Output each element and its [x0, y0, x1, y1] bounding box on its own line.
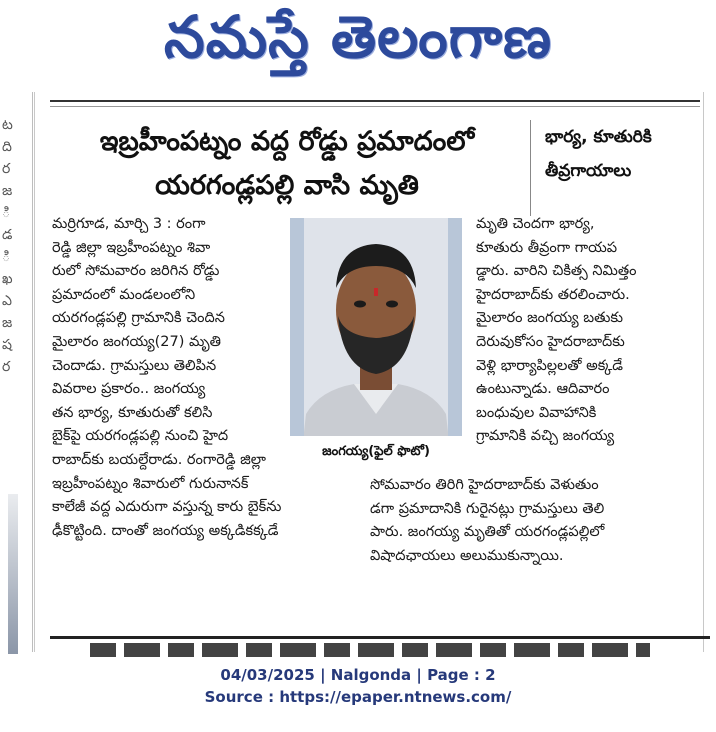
body-line: కూతురు తీవ్రంగా గాయప [476, 239, 618, 256]
body-line: చెందాడు. గ్రామస్తులు తెలిపిన [52, 357, 217, 374]
body-line: వెళ్లి భార్యాపిల్లలతో అక్కడే [476, 357, 624, 374]
article-subhead [530, 120, 706, 216]
footer-source: Source : https://epaper.ntnews.com/ [204, 688, 512, 706]
next-article-fragment [50, 636, 710, 659]
body-line: గ్రామానికి వచ్చి జంగయ్య [476, 428, 615, 445]
body-line: ప్రమాదంలో మండలంలోని [52, 286, 196, 303]
body-line: యరగండ్లపల్లి గ్రామానికి చెందిన [52, 310, 225, 327]
body-line: సోమవారం తిరిగి హైదరాబాద్‌కు వెళుతుం [370, 477, 599, 493]
photo-caption: జంగయ్య(ఫైల్ ఫొటో) [290, 436, 462, 468]
body-line: డగా ప్రమాదానికి గురైనట్లు గ్రామస్తులు తెలి [370, 500, 605, 517]
body-line: బంధువుల వివాహానికి [476, 404, 597, 421]
footer [0, 664, 716, 708]
body-line: బైక్‌పై యరగండ్లపల్లి నుంచి హైద [52, 428, 229, 445]
subhead-line-1: భార్య, కూతురికి [545, 127, 652, 147]
body-line: ఇబ్రహీంపట్నం శివారులో గురునానక్ [52, 475, 249, 492]
portrait-illustration [290, 218, 462, 468]
masthead [0, 0, 716, 88]
body-line: మైలారం జంగయ్య బతుకు [476, 310, 623, 327]
body-line: రులో సోమవారం జరిగిన రోడ్డు [52, 263, 220, 280]
headline-line-2: యరగండ్లపల్లి వాసి మృతి [155, 170, 419, 201]
subhead-line-2: తీవ్రగాయాలు [545, 161, 632, 181]
body-line: వివరాల ప్రకారం.. జంగయ్య [52, 381, 206, 398]
masthead-title: నమస్తే తెలంగాణ [164, 2, 552, 71]
article-column-2 [476, 213, 702, 449]
adjacent-column-fragment: ట ది ర జ ి డ ి ఖ ఎ జ ష ర [8, 92, 33, 652]
body-line: ఢీకొట్టింది. దాంతో జంగయ్య అక్కడికక్కడే [52, 522, 279, 539]
article-column-3 [370, 474, 702, 568]
body-line: డ్డారు. వారిని చికిత్స నిమిత్తం [476, 263, 637, 280]
body-line: మర్రిగూడ, మార్చి 3 : రంగా [52, 216, 206, 232]
top-rule [50, 100, 700, 107]
newspaper-clipping [2, 92, 708, 652]
body-line: హైదరాబాద్‌కు తరలించారు. [476, 286, 630, 303]
body-line: కాలేజీ వద్ద ఎదురుగా వస్తున్న కారు బైక్‌ను [52, 499, 282, 516]
body-line: తన భార్య, కూతురుతో కలిసి [52, 404, 213, 421]
body-line: మైలారం జంగయ్య(27) మృతి [52, 333, 221, 350]
body-line: దెరువుకోసం హైదరాబాద్‌కు [476, 333, 625, 350]
body-line: మృతి చెందగా భార్య, [476, 216, 595, 232]
headline-line-1: ఇబ్రహీంపట్నం వద్ద రోడ్డు ప్రమాదంలో [99, 126, 475, 157]
adjacent-photo-fragment [8, 494, 18, 654]
footer-info: 04/03/2025 | Nalgonda | Page : 2 [220, 666, 496, 684]
body-line: రాబాద్‌కు బయల్దేరాడు. రంగారెడ్డి జిల్లా [52, 451, 266, 468]
article-photo [290, 218, 462, 468]
cropped-headline-fragment [90, 643, 650, 657]
body-line: రెడ్డి జిల్లా ఇబ్రహీంపట్నం శివా [52, 239, 211, 256]
body-line: పారు. జంగయ్య మృతితో యరగండ్లపల్లిలో [370, 524, 605, 541]
body-line: ఉంటున్నాడు. ఆదివారం [476, 381, 610, 398]
article-headline [52, 120, 522, 216]
body-line: విషాదఛాయలు అలుముకున్నాయి. [370, 547, 564, 564]
